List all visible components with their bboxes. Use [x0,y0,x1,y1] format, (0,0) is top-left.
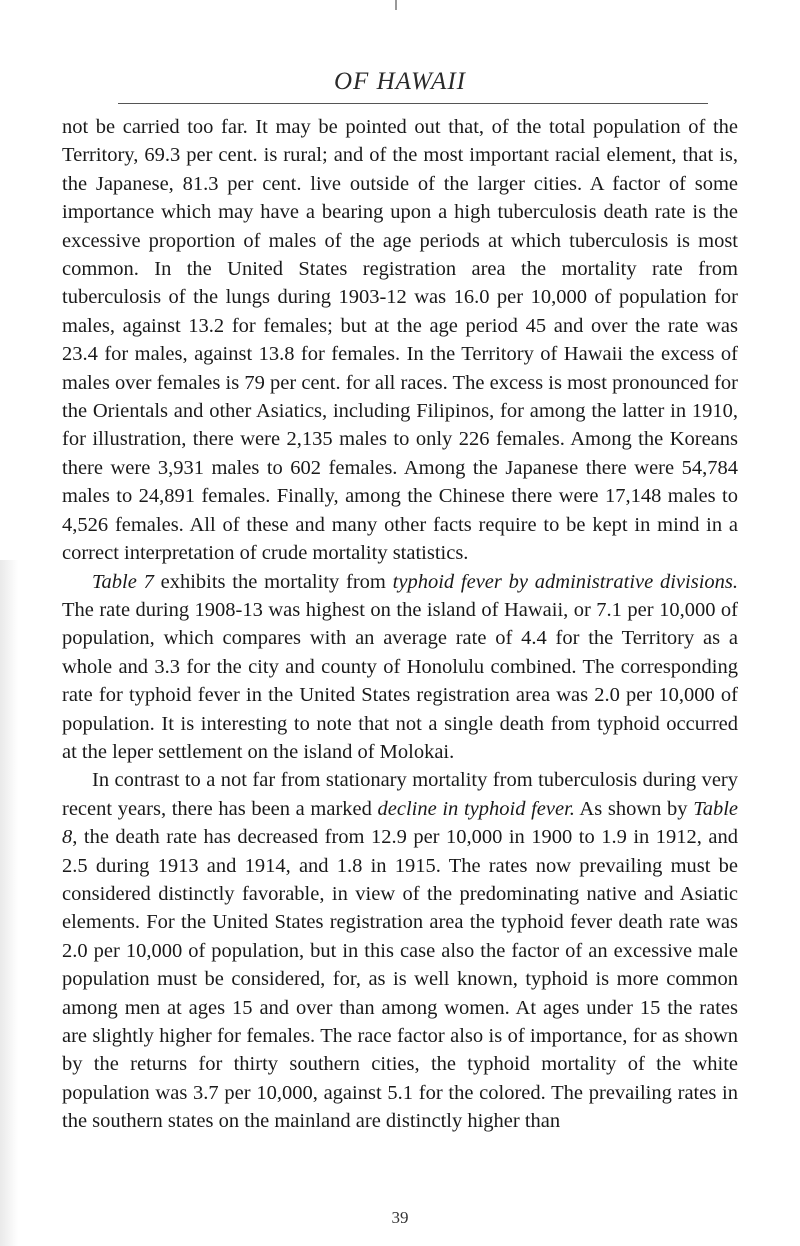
emphasis-text: typhoid fever by administrative divisions. [392,570,738,593]
binding-mark [395,0,397,10]
table-reference: Table 7 [92,570,154,593]
paragraph-3 [62,766,738,1135]
paragraph-text: exhibits the mortality from [153,570,393,593]
paragraph-text: not be carried too far. It may be pointed out that, of the total population of the Territory, 69.3 per cent. is rural; and of the most important racial element, that is, the Japanese, 81.3 per cent. live outside of the larger cities. A factor of some importance which may have a bearing upon a high tuberculosis death rate is the excessive proportion of males of the age periods at which tuberculosis is most common. In the United States registration area the mortality rate from tuberculosis of the lungs during 1903-12 was 16.0 per 10,000 of population for males, against 13.2 for females; but at the age period 45 and over the rate was 23.4 for males, against 13.8 for females. In the Territory of Hawaii the excess of males over females is 79 per cent. for all races. The excess is most pronounced for the Orientals and other Asiatics, including Filipinos, for among the latter in 1910, for illustration, there were 2,135 males to only 226 females. Among the Koreans there were 3,931 males to 602 females. Among the Japanese there were 54,784 males to 24,891 females. Finally, among the Chinese there were 17,148 males to 4,526 females. All of these and many other facts require to be kept in mind in a correct interpretation of crude mortality statistics. [62,116,738,565]
gutter-shadow [0,560,18,1246]
body-text [62,113,738,1136]
running-title: OF HAWAII [334,68,466,95]
paragraph-text: In contrast to a not far from stationary mortality from tuberculosis during very recent years, there has been a marked [62,769,738,820]
paragraph-1 [62,113,738,568]
page-number: 39 [391,1208,409,1227]
paragraph-text: The rate during 1908-13 was highest on the island of Hawaii, or 7.1 per 10,000 of population, which compares with an average rate of 4.4 for the Territory as a whole and 3.3 for the city and county of Honolulu combined. The corresponding rate for typhoid fever in the United States registration area was 2.0 per 10,000 of population. It is interesting to note that not a single death from typhoid occurred at the leper settlement on the island of Molokai. [62,598,738,763]
emphasis-text: decline in typhoid fever. [377,797,575,820]
header-rule [118,103,708,104]
paragraph-text: As shown by [574,797,694,820]
table-reference: Table 8 [62,797,739,849]
paragraph-2 [62,568,738,767]
paragraph-text: , the death rate has decreased from 12.9 per 10,000 in 1900 to 1.9 in 1912, and 2.5 during 1913 and 1914, and 1.8 in 1915. The rates now prevailing must be considered distinctly favorable, in view of the predominating native and Asiatic elements. For the United States registration area the typhoid fever death rate was 2.0 per 10,000 of population, but in this case also the factor of an excessive male population must be considered, for, as is well known, typhoid is more common among men at ages 15 and over than among women. At ages under 15 the rates are slightly higher for females. The race factor also is of importance, for as shown by the returns for thirty southern cities, the typhoid mortality of the white population was 3.7 per 10,000, against 5.1 for the colored. The prevailing rates in the southern states on the mainland are distinctly higher than [62,826,738,1133]
